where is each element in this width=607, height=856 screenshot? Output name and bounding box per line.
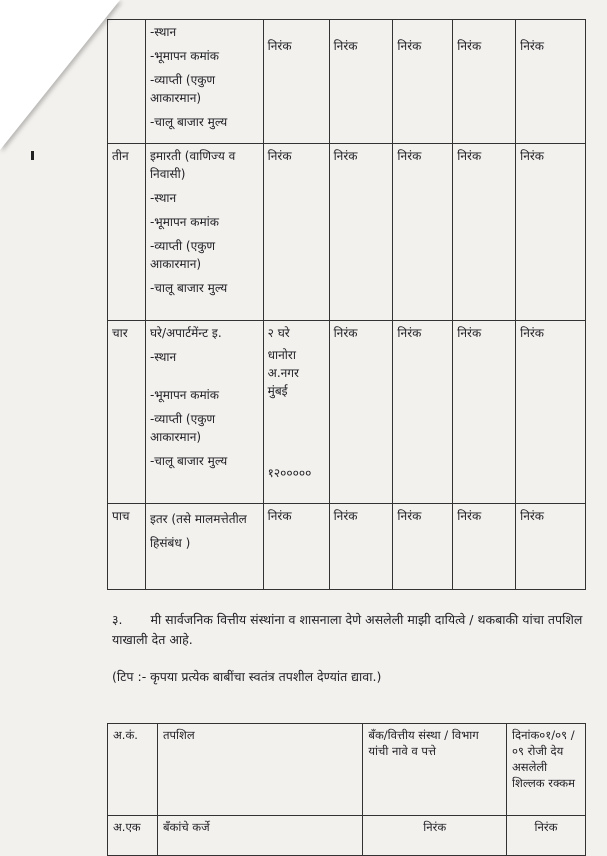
cell-nil: निरंक: [453, 20, 516, 144]
cell-nil: निरंक: [453, 144, 516, 321]
detail-line: -भूमापन कमांक: [149, 49, 219, 63]
detail-line: -स्थान: [149, 350, 177, 364]
detail-line: -व्याप्ती (एकुण आकारमान): [149, 73, 216, 105]
row-serial: अ.एक: [108, 816, 158, 856]
detail-line: -व्याप्ती (एकुण आकारमान): [149, 239, 216, 271]
header-serial: अ.कं.: [108, 724, 158, 816]
header-bank-names: बॅंक/वित्तीय संस्था / विभाग यांची नावे व पत्ते: [363, 724, 507, 816]
cell-nil: निरंक: [393, 321, 453, 504]
cell-nil: निरंक: [393, 504, 453, 590]
value-line: १२०००००: [267, 466, 312, 480]
assets-table: [107, 19, 586, 590]
section-3-paragraph: [112, 610, 588, 650]
row-details: [145, 144, 263, 321]
note-text: (टिप :- कृपया प्रत्येक बाबींचा स्वतंत्र तपशील देण्यांत द्यावा.): [112, 669, 382, 684]
value-line: अ.नगर: [267, 366, 299, 380]
detail-line: -स्थान: [149, 25, 177, 39]
cell-nil: निरंक: [516, 321, 586, 504]
row-value: निरंक: [263, 504, 329, 590]
value-line: मुंबई: [267, 384, 288, 398]
cell-nil: निरंक: [329, 504, 393, 590]
row-details: [145, 20, 263, 144]
header-details: तपशिल: [157, 724, 362, 816]
cell-nil: निरंक: [453, 321, 516, 504]
row-index: पाच: [108, 504, 146, 590]
row-details: [145, 321, 263, 504]
row-details: [145, 504, 263, 590]
detail-line: -चालू बाजार मुल्य: [149, 454, 228, 468]
cell-nil: निरंक: [393, 144, 453, 321]
cell-nil: निरंक: [329, 20, 393, 144]
detail-line: इतर (तसे मालमत्तेतील हिसंबंध ): [149, 512, 247, 550]
row-details: बॅंकांचे कर्जे: [157, 816, 362, 856]
margin-mark: [31, 151, 34, 160]
detail-line: -स्थान: [149, 191, 177, 205]
detail-line: -चालू बाजार मुल्य: [149, 115, 228, 129]
liabilities-table: [107, 723, 586, 856]
row-balance: निरंक: [507, 816, 586, 856]
cell-nil: निरंक: [516, 504, 586, 590]
value-line: २ घरे: [267, 326, 290, 340]
table-header-row: [108, 724, 586, 816]
table-row: [108, 144, 586, 321]
cell-nil: निरंक: [516, 20, 586, 144]
detail-line: -भूमापन कमांक: [149, 388, 219, 402]
row-index: [108, 20, 146, 144]
cell-nil: निरंक: [453, 504, 516, 590]
cell-nil: निरंक: [329, 321, 393, 504]
detail-line: इमारती (वाणिज्य व निवासी): [149, 149, 236, 181]
detail-line: -भूमापन कमांक: [149, 215, 219, 229]
row-bank-names: निरंक: [363, 816, 507, 856]
detail-line: -व्याप्ती (एकुण आकारमान): [149, 412, 216, 444]
table-row: [108, 20, 586, 144]
row-index: तीन: [108, 144, 146, 321]
table-row: [108, 504, 586, 590]
value-line: धानोरा: [267, 348, 296, 362]
row-value: निरंक: [263, 144, 329, 321]
table-row: [108, 321, 586, 504]
cell-nil: निरंक: [329, 144, 393, 321]
detail-line: -चालू बाजार मुल्य: [149, 281, 228, 295]
section-number: ३.: [112, 612, 123, 627]
cell-nil: निरंक: [516, 144, 586, 321]
header-balance: दिनांक०१/०९ /०९ रोजी देय असलेली शिल्लक रक्कम: [507, 724, 586, 816]
detail-line: घरे/अपार्टमेंन्ट इ.: [149, 326, 222, 340]
row-value: निरंक: [263, 20, 329, 144]
row-index: चार: [108, 321, 146, 504]
cell-nil: निरंक: [393, 20, 453, 144]
section-text: मी सार्वजनिक वित्तीय संस्थांना व शासनाला देणे असलेली माझी दायित्वे / थकबाकी यांचा तपशिल याखाली देत आहे.: [112, 612, 583, 647]
folded-page-corner: [0, 0, 120, 150]
row-value: [263, 321, 329, 504]
